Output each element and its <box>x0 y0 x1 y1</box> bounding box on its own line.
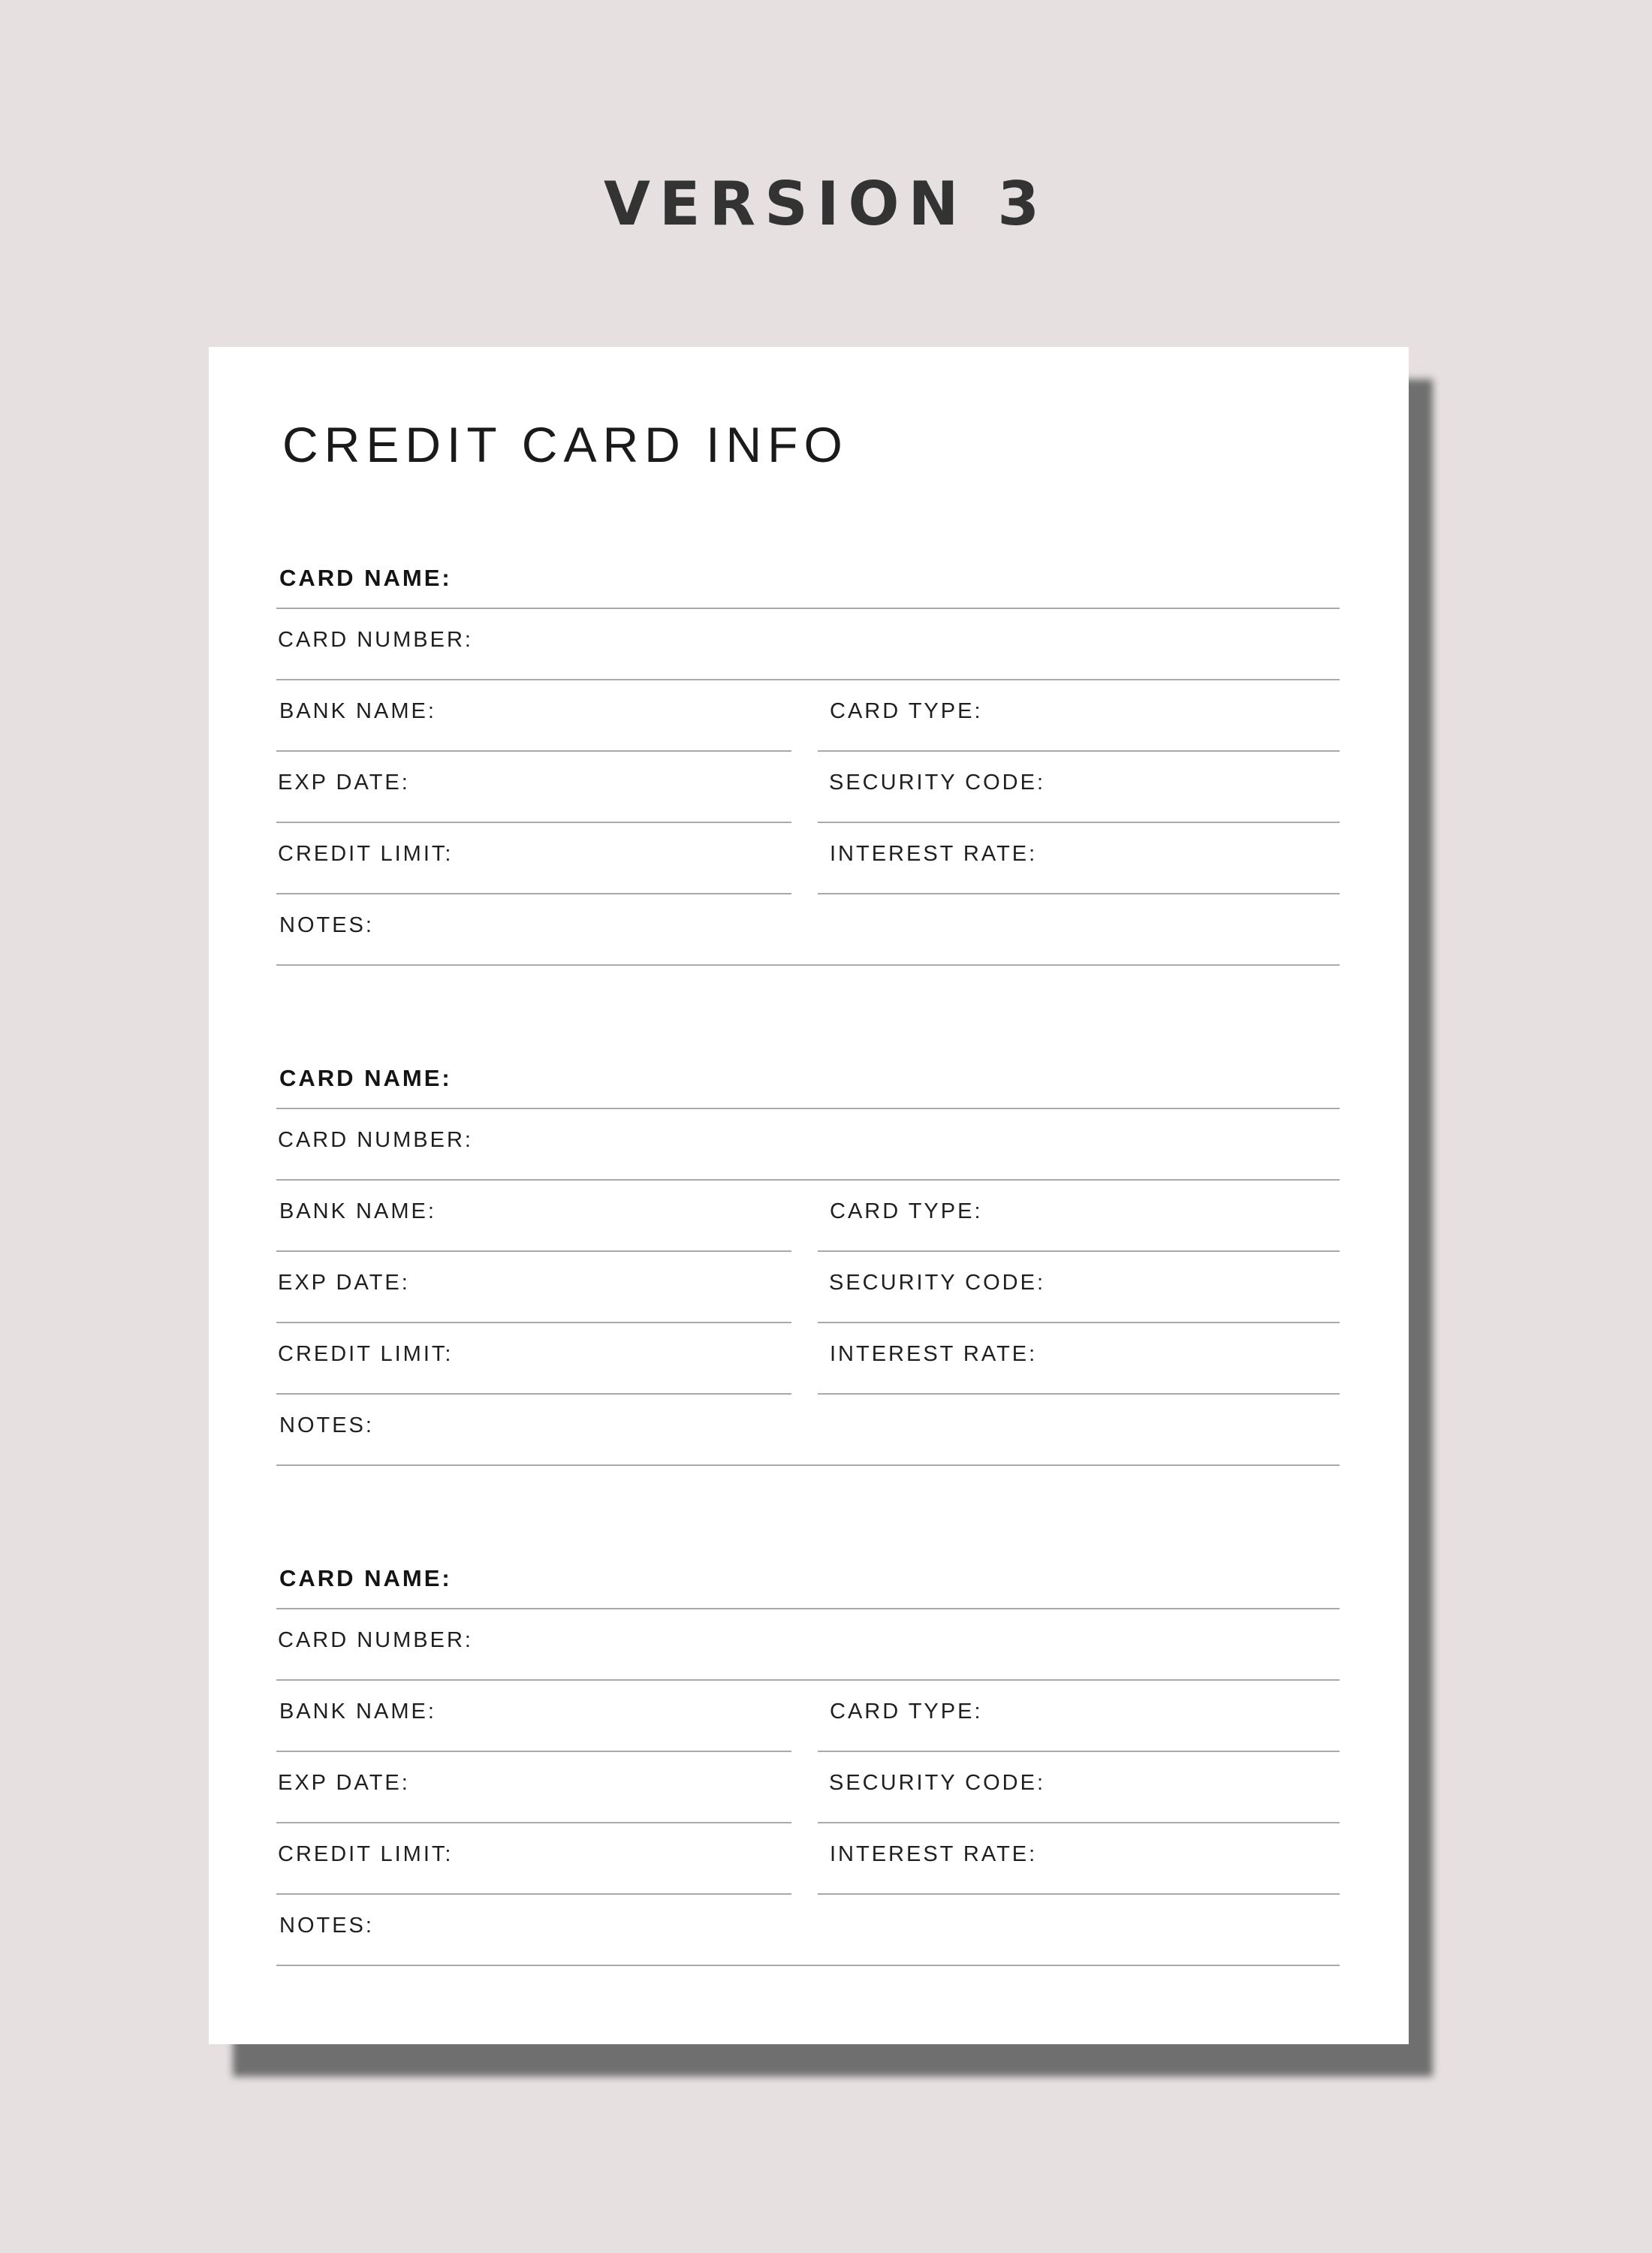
card-name-label: CARD NAME: <box>279 1065 452 1091</box>
security-code-line <box>818 1322 1340 1323</box>
exp-date-line <box>276 1822 791 1823</box>
card-number-label: CARD NUMBER: <box>278 628 473 652</box>
interest-rate-line <box>818 1393 1340 1395</box>
bank-name-line <box>276 1751 791 1752</box>
security-code-label: SECURITY CODE: <box>829 1771 1046 1795</box>
card-number-label: CARD NUMBER: <box>278 1128 473 1152</box>
card-name-line <box>276 1608 1340 1609</box>
security-code-label: SECURITY CODE: <box>829 1271 1046 1295</box>
bank-name-line <box>276 1250 791 1252</box>
interest-rate-label: INTEREST RATE: <box>830 842 1038 866</box>
interest-rate-line <box>818 893 1340 894</box>
notes-line <box>276 964 1340 966</box>
interest-rate-line <box>818 1893 1340 1895</box>
interest-rate-label: INTEREST RATE: <box>830 1842 1038 1866</box>
security-code-line <box>818 1822 1340 1823</box>
card-type-label: CARD TYPE: <box>830 1700 983 1724</box>
card-name-label: CARD NAME: <box>279 1565 452 1591</box>
credit-limit-label: CREDIT LIMIT: <box>278 1842 454 1866</box>
card-number-line <box>276 679 1340 680</box>
credit-limit-label: CREDIT LIMIT: <box>278 842 454 866</box>
sheet-title: CREDIT CARD INFO <box>282 417 849 472</box>
interest-rate-label: INTEREST RATE: <box>830 1342 1038 1366</box>
exp-date-label: EXP DATE: <box>278 771 410 795</box>
notes-label: NOTES: <box>279 1914 374 1938</box>
card-section-2 <box>276 1057 1340 1470</box>
card-name-label: CARD NAME: <box>279 565 452 591</box>
bank-name-label: BANK NAME: <box>279 699 436 723</box>
version-title: VERSION 3 <box>603 169 1049 239</box>
card-name-line <box>276 1108 1340 1109</box>
security-code-line <box>818 822 1340 823</box>
card-number-line <box>276 1179 1340 1181</box>
bank-name-label: BANK NAME: <box>279 1199 436 1223</box>
card-number-line <box>276 1679 1340 1681</box>
card-type-label: CARD TYPE: <box>830 1199 983 1223</box>
card-section-3 <box>276 1558 1340 1971</box>
bank-name-line <box>276 750 791 752</box>
notes-line <box>276 1965 1340 1966</box>
credit-limit-line <box>276 893 791 894</box>
card-section-1 <box>276 557 1340 970</box>
credit-limit-line <box>276 1393 791 1395</box>
credit-card-info-sheet <box>209 347 1409 2044</box>
notes-label: NOTES: <box>279 1413 374 1437</box>
exp-date-label: EXP DATE: <box>278 1771 410 1795</box>
credit-limit-line <box>276 1893 791 1895</box>
security-code-label: SECURITY CODE: <box>829 771 1046 795</box>
exp-date-line <box>276 822 791 823</box>
credit-limit-label: CREDIT LIMIT: <box>278 1342 454 1366</box>
notes-line <box>276 1464 1340 1466</box>
card-type-line <box>818 1250 1340 1252</box>
bank-name-label: BANK NAME: <box>279 1700 436 1724</box>
card-type-label: CARD TYPE: <box>830 699 983 723</box>
card-name-line <box>276 608 1340 609</box>
notes-label: NOTES: <box>279 913 374 937</box>
card-number-label: CARD NUMBER: <box>278 1628 473 1652</box>
exp-date-line <box>276 1322 791 1323</box>
card-type-line <box>818 750 1340 752</box>
card-type-line <box>818 1751 1340 1752</box>
exp-date-label: EXP DATE: <box>278 1271 410 1295</box>
